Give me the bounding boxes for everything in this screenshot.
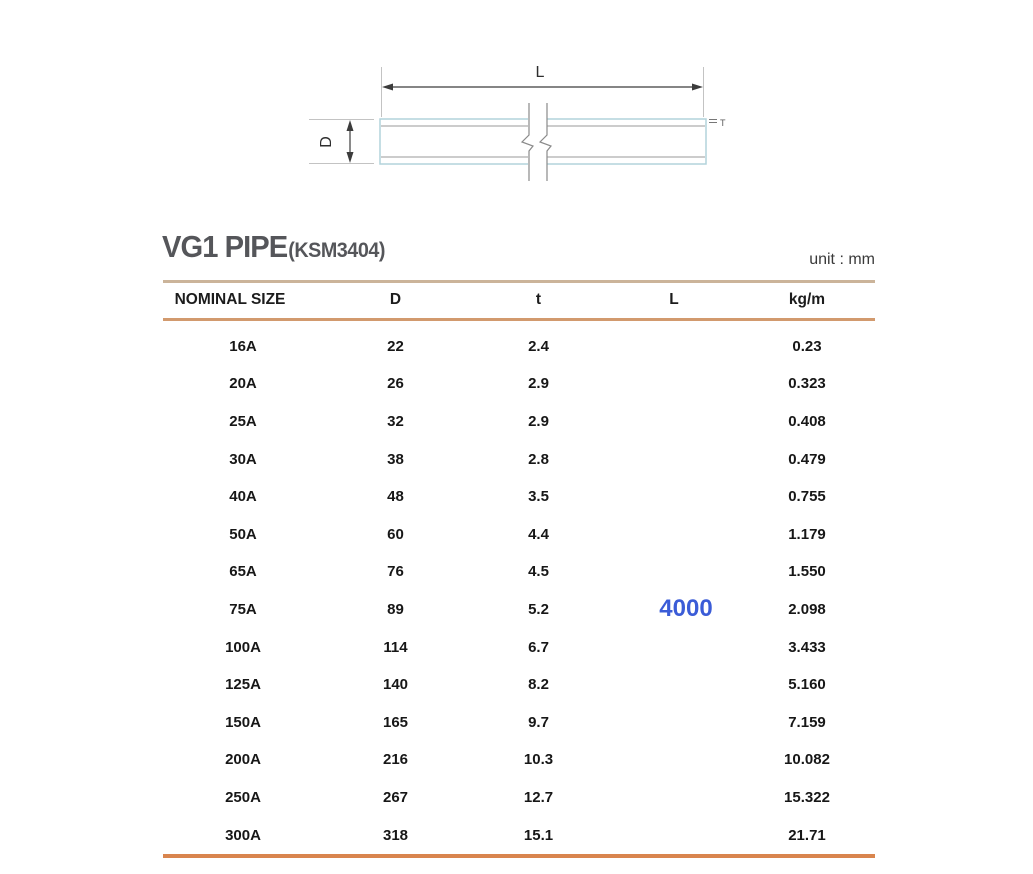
table-body [163, 321, 875, 854]
cell-kgm: 5.160 [788, 676, 826, 694]
cell-t: 2.9 [528, 375, 549, 393]
cell-d: 26 [387, 375, 404, 393]
cell-nominal-size: 200A [225, 751, 261, 769]
table-row [163, 741, 875, 779]
cell-d: 140 [382, 676, 409, 694]
cell-kgm: 1.179 [788, 525, 826, 543]
cell-t: 5.2 [528, 600, 549, 618]
cell-kgm: 0.408 [788, 412, 826, 430]
cell-nominal-size: 30A [229, 450, 257, 468]
diameter-dimension-label: D [318, 136, 335, 148]
cell-kgm: 15.322 [784, 788, 830, 806]
cell-t: 3.5 [528, 488, 549, 506]
cell-t: 2.8 [528, 450, 549, 468]
table-row [163, 365, 875, 403]
cell-t: 2.4 [528, 337, 549, 355]
cell-l: 4000 [659, 595, 713, 623]
cell-nominal-size: 20A [229, 375, 257, 393]
cell-d: 60 [387, 525, 404, 543]
cell-t: 2.9 [528, 412, 549, 430]
unit-note: unit : mm [809, 251, 875, 268]
pipe-dimension-diagram [295, 50, 775, 190]
thickness-label: T [720, 118, 726, 128]
cell-t: 6.7 [528, 638, 549, 656]
table-row [163, 553, 875, 591]
table-row [163, 666, 875, 704]
cell-t: 10.3 [523, 751, 554, 769]
arrowhead-left-icon [382, 84, 393, 91]
cell-d: 114 [383, 638, 408, 656]
table-row [163, 515, 875, 553]
cell-t: 8.2 [528, 676, 549, 694]
cell-t: 9.7 [528, 713, 549, 731]
cell-d: 38 [387, 450, 404, 468]
page-title-standard: (KSM3404) [288, 239, 385, 262]
cell-nominal-size: 65A [229, 563, 257, 581]
table-row [163, 478, 875, 516]
arrowhead-down-icon [347, 152, 354, 163]
cell-kgm: 21.71 [788, 826, 826, 844]
table-row [163, 779, 875, 817]
table-row [163, 440, 875, 478]
cell-nominal-size: 75A [229, 600, 257, 618]
page-title [162, 229, 385, 265]
column-header-nominal-size: NOMINAL SIZE [174, 291, 286, 308]
break-gap [528, 112, 547, 172]
cell-kgm: 10.082 [784, 751, 830, 769]
table-rule-bottom [163, 854, 875, 858]
cell-kgm: 1.550 [788, 563, 826, 581]
cell-nominal-size: 50A [229, 525, 257, 543]
cell-d: 48 [387, 488, 404, 506]
cell-nominal-size: 150A [225, 713, 261, 731]
cell-kgm: 0.23 [792, 337, 822, 355]
column-header-l: L [669, 291, 679, 308]
table-header-row [163, 283, 875, 318]
cell-nominal-size: 40A [229, 488, 257, 506]
cell-nominal-size: 300A [225, 826, 261, 844]
cell-nominal-size: 100A [225, 638, 261, 656]
cell-d: 216 [382, 751, 409, 769]
cell-d: 32 [387, 412, 404, 430]
cell-t: 4.5 [528, 563, 549, 581]
arrowhead-up-icon [347, 120, 354, 131]
table-row [163, 403, 875, 441]
cell-d: 76 [387, 563, 404, 581]
cell-nominal-size: 25A [229, 412, 257, 430]
cell-kgm: 0.755 [788, 488, 826, 506]
cell-kgm: 3.433 [788, 638, 826, 656]
column-header-d: D [389, 291, 402, 308]
table-row [163, 328, 875, 366]
cell-t: 12.7 [523, 788, 554, 806]
column-header-t: t [535, 291, 542, 308]
cell-kgm: 0.479 [788, 450, 826, 468]
cell-nominal-size: 250A [225, 788, 261, 806]
cell-kgm: 0.323 [788, 375, 826, 393]
cell-d: 22 [387, 337, 404, 355]
cell-d: 89 [387, 600, 404, 618]
table-row [163, 628, 875, 666]
cell-t: 4.4 [528, 525, 549, 543]
cell-t: 15.1 [523, 826, 554, 844]
pipe-spec-table [163, 280, 875, 858]
arrowhead-right-icon [692, 84, 703, 91]
cell-kgm: 2.098 [788, 600, 826, 618]
page-title-main: VG1 PIPE [162, 229, 288, 264]
cell-d: 267 [382, 788, 409, 806]
cell-nominal-size: 16A [229, 337, 257, 355]
cell-d: 318 [382, 826, 409, 844]
table-row [163, 816, 875, 854]
table-row [163, 591, 875, 629]
column-header-kgm: kg/m [788, 291, 826, 308]
length-dimension-label: L [535, 64, 545, 81]
table-row [163, 703, 875, 741]
cell-d: 165 [382, 713, 409, 731]
cell-kgm: 7.159 [788, 713, 826, 731]
cell-nominal-size: 125A [225, 676, 261, 694]
